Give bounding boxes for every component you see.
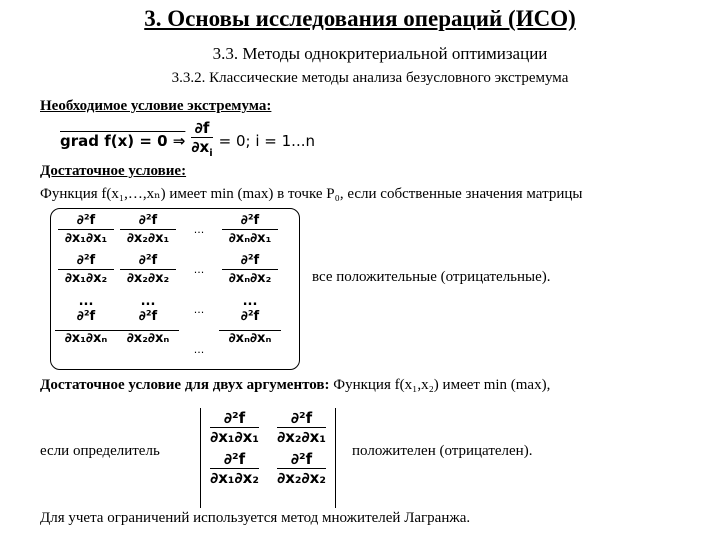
hessian-cell — [179, 290, 219, 328]
hessian-cell-top: ... — [193, 342, 205, 356]
fraction-bar — [222, 229, 278, 230]
index-range: = 0; i = 1...n — [218, 132, 315, 150]
hessian-cell-bottom: ∂²f — [138, 309, 158, 324]
hessian-cell-bottom: ∂²f — [240, 309, 260, 324]
hessian-cell — [117, 330, 179, 369]
fraction-bar — [58, 229, 114, 230]
hessian-cell — [219, 210, 281, 248]
det-cell-11: $\frac{\text{∂²f}}{\text{∂x₁∂x₁}}$ — [210, 409, 259, 446]
grad-expression: grad f(x) = 0 ⇒ — [60, 132, 186, 150]
hessian-cell-top: ... — [242, 294, 258, 309]
hessian-cell — [55, 250, 117, 288]
hessian-cell — [55, 330, 117, 369]
hessian-cell — [55, 210, 117, 248]
page-title: 3. Основы исследования операций (ИСО) — [144, 6, 576, 31]
sufficient-text: Функция f(x₁,…,xₙ) имеет min (max) в точке P₀, если собственные значения матрицы — [40, 186, 583, 202]
hessian-cell — [219, 290, 281, 328]
det-cell-22: $\frac{\text{∂²f}}{\text{∂x₂∂x₂}}$ — [277, 450, 326, 487]
footer-note: Для учета ограничений используется метод множителей Лагранжа. — [40, 510, 471, 526]
hessian-cell-top: ... — [193, 302, 205, 316]
hessian-cell-top: ∂²f — [76, 212, 96, 228]
hessian-cell-top: ∂²f — [76, 252, 96, 268]
hessian-cell-top: ∂²f — [240, 252, 260, 268]
hessian-cell-bottom: ∂x₂∂x₂ — [126, 270, 170, 286]
hessian-cell — [179, 210, 219, 248]
hessian-cell-top: ... — [193, 262, 205, 276]
hessian-matrix — [55, 210, 295, 369]
two-args-line — [40, 377, 550, 394]
hessian-cell-top: ... — [78, 294, 94, 309]
necessary-heading: Необходимое условие экстремума: — [40, 98, 272, 114]
hessian-cell — [179, 250, 219, 288]
hessian-cell-top: ∂²f — [240, 212, 260, 228]
det-cell-21: $\frac{\text{∂²f}}{\text{∂x₁∂x₂}}$ — [210, 450, 259, 487]
hessian-cell-top: ∂x₂∂xₙ — [126, 331, 170, 346]
hessian-cell-bottom: ∂x₂∂x₁ — [126, 230, 170, 246]
hessian-cell-top: ∂²f — [138, 252, 158, 268]
hessian-cell — [117, 250, 179, 288]
two-args-text: Функция f(x₁,x₂) имеет min (max), — [333, 377, 551, 393]
det-cell-12: $\frac{\text{∂²f}}{\text{∂x₂∂x₁}}$ — [277, 409, 326, 446]
hessian-cell-bottom: ∂xₙ∂x₂ — [228, 270, 272, 286]
determinant — [200, 408, 336, 508]
determinant-suffix: положителен (отрицателен). — [352, 443, 533, 459]
hessian-cell-top: ∂²f — [138, 212, 158, 228]
hessian-cell-top: ... — [193, 222, 205, 236]
section-subtitle: 3.3. Методы однокритериальной оптимизации — [212, 44, 548, 63]
hessian-cell — [117, 290, 179, 328]
hessian-cell — [55, 290, 117, 328]
necessary-formula — [60, 120, 315, 162]
hessian-cell-top: ∂xₙ∂xₙ — [228, 331, 272, 346]
hessian-cell-bottom: ∂²f — [76, 309, 96, 324]
hessian-cell — [179, 330, 219, 368]
fraction-bar — [120, 269, 176, 270]
hessian-cell-bottom: ∂x₁∂x₂ — [64, 270, 108, 286]
hessian-cell — [117, 210, 179, 248]
subsection-subtitle: 3.3.2. Классические методы анализа безусловного экстремума — [171, 70, 569, 86]
determinant-prefix: если определитель — [40, 443, 160, 459]
two-args-heading: Достаточное условие для двух аргументов: — [40, 377, 330, 393]
fraction-bar — [120, 229, 176, 230]
sufficient-heading: Достаточное условие: — [40, 163, 187, 179]
partial-derivative: $\frac{\partial f}{\partial x_i}$ — [191, 119, 213, 159]
hessian-cell-bottom: ∂xₙ∂x₁ — [228, 230, 272, 246]
hessian-cell — [219, 330, 281, 369]
hessian-cell-top: ... — [140, 294, 156, 309]
hessian-cell-top: ∂x₁∂xₙ — [64, 331, 108, 346]
fraction-bar — [58, 269, 114, 270]
hessian-cell-bottom: ∂x₁∂x₁ — [64, 230, 108, 246]
matrix-note: все положительные (отрицательные). — [312, 269, 551, 285]
fraction-bar — [222, 269, 278, 270]
hessian-cell — [219, 250, 281, 288]
